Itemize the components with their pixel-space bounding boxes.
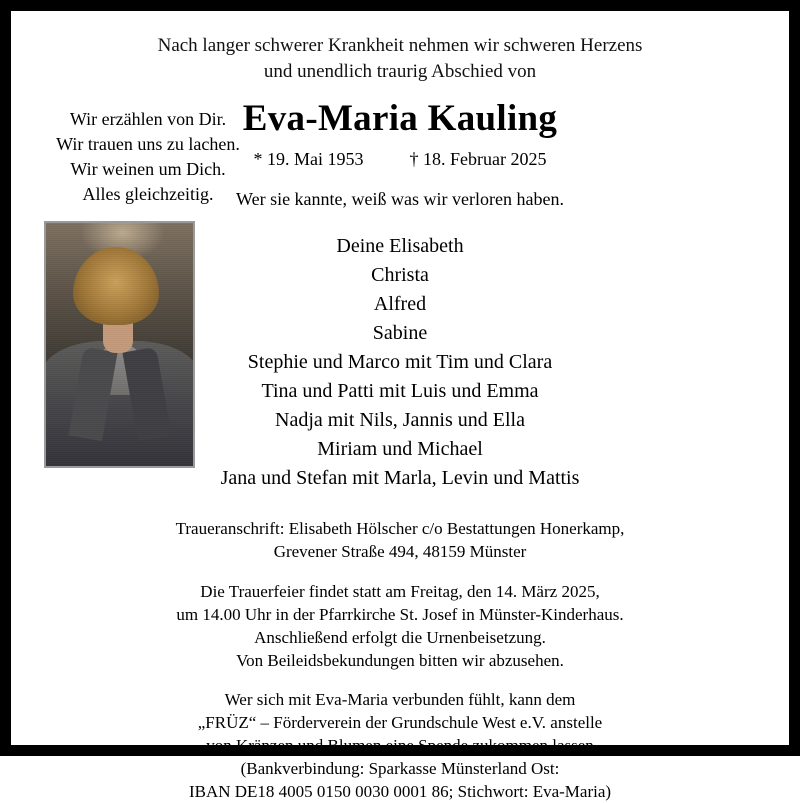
list-item: Miriam und Michael (317, 438, 483, 460)
address-line-1: Traueranschrift: Elisabeth Hölscher c/o Bestattungen Honerkamp, (175, 519, 625, 538)
quote-line-1: Wir erzählen von Dir. (69, 109, 227, 129)
donation-line-5: IBAN DE18 4005 0150 0030 0001 86; Stichwort: Eva-Maria) (188, 782, 612, 801)
donation-details (11, 688, 789, 803)
quote-line-4: Alles gleichzeitig. (82, 184, 214, 204)
notice-inner (11, 11, 789, 801)
epitaph-text: Wer sie kannte, weiß was wir verloren haben. (236, 189, 564, 209)
intro-line-1: Nach langer schwerer Krankheit nehmen wir schweren Herzens (157, 35, 643, 56)
list-item: Deine Elisabeth (336, 235, 464, 257)
list-item: Tina und Patti mit Luis und Emma (261, 380, 539, 402)
portrait-photo (44, 221, 195, 468)
ceremony-line-4: Von Beileidsbekundungen bitten wir abzusehen. (236, 651, 564, 670)
intro-line-2: und unendlich traurig Abschied von (263, 61, 537, 82)
ceremony-details (11, 580, 789, 672)
list-item: Jana und Stefan mit Marla, Levin und Mattis (220, 467, 580, 489)
ceremony-line-3: Anschließend erfolgt die Urnenbeisetzung. (254, 628, 546, 647)
donation-line-1: Wer sich mit Eva-Maria verbunden fühlt, kann dem (224, 690, 576, 709)
list-item: Stephie und Marco mit Tim und Clara (247, 351, 553, 373)
ceremony-line-2: um 14.00 Uhr in der Pfarrkirche St. Josef in Münster-Kinderhaus. (176, 605, 624, 624)
deceased-name: Eva-Maria Kauling (242, 98, 558, 139)
donation-line-2: „FRÜZ“ – Förderverein der Grundschule West e.V. anstelle (197, 713, 603, 732)
donation-line-3: von Kränzen und Blumen eine Spende zukommen lassen (206, 736, 594, 755)
list-item: Sabine (372, 322, 428, 344)
portrait-grain (46, 223, 193, 466)
portrait-image (46, 223, 193, 466)
list-item: Alfred (373, 293, 427, 315)
donation-line-4: (Bankverbindung: Sparkasse Münsterland Ost: (240, 759, 560, 778)
death-date: † 18. Februar 2025 (409, 149, 547, 169)
quote-line-2: Wir trauen uns zu lachen. (56, 134, 240, 154)
birth-date: * 19. Mai 1953 (253, 149, 364, 169)
list-item: Nadja mit Nils, Jannis und Ella (275, 409, 525, 431)
list-item: Christa (371, 264, 429, 286)
quote-line-3: Wir weinen um Dich. (70, 159, 226, 179)
ceremony-line-1: Die Trauerfeier findet statt am Freitag, den 14. März 2025, (200, 582, 600, 601)
intro-text (11, 11, 789, 85)
address-line-2: Grevener Straße 494, 48159 Münster (273, 542, 527, 561)
memorial-quote (33, 107, 263, 207)
mourning-address (11, 517, 789, 563)
